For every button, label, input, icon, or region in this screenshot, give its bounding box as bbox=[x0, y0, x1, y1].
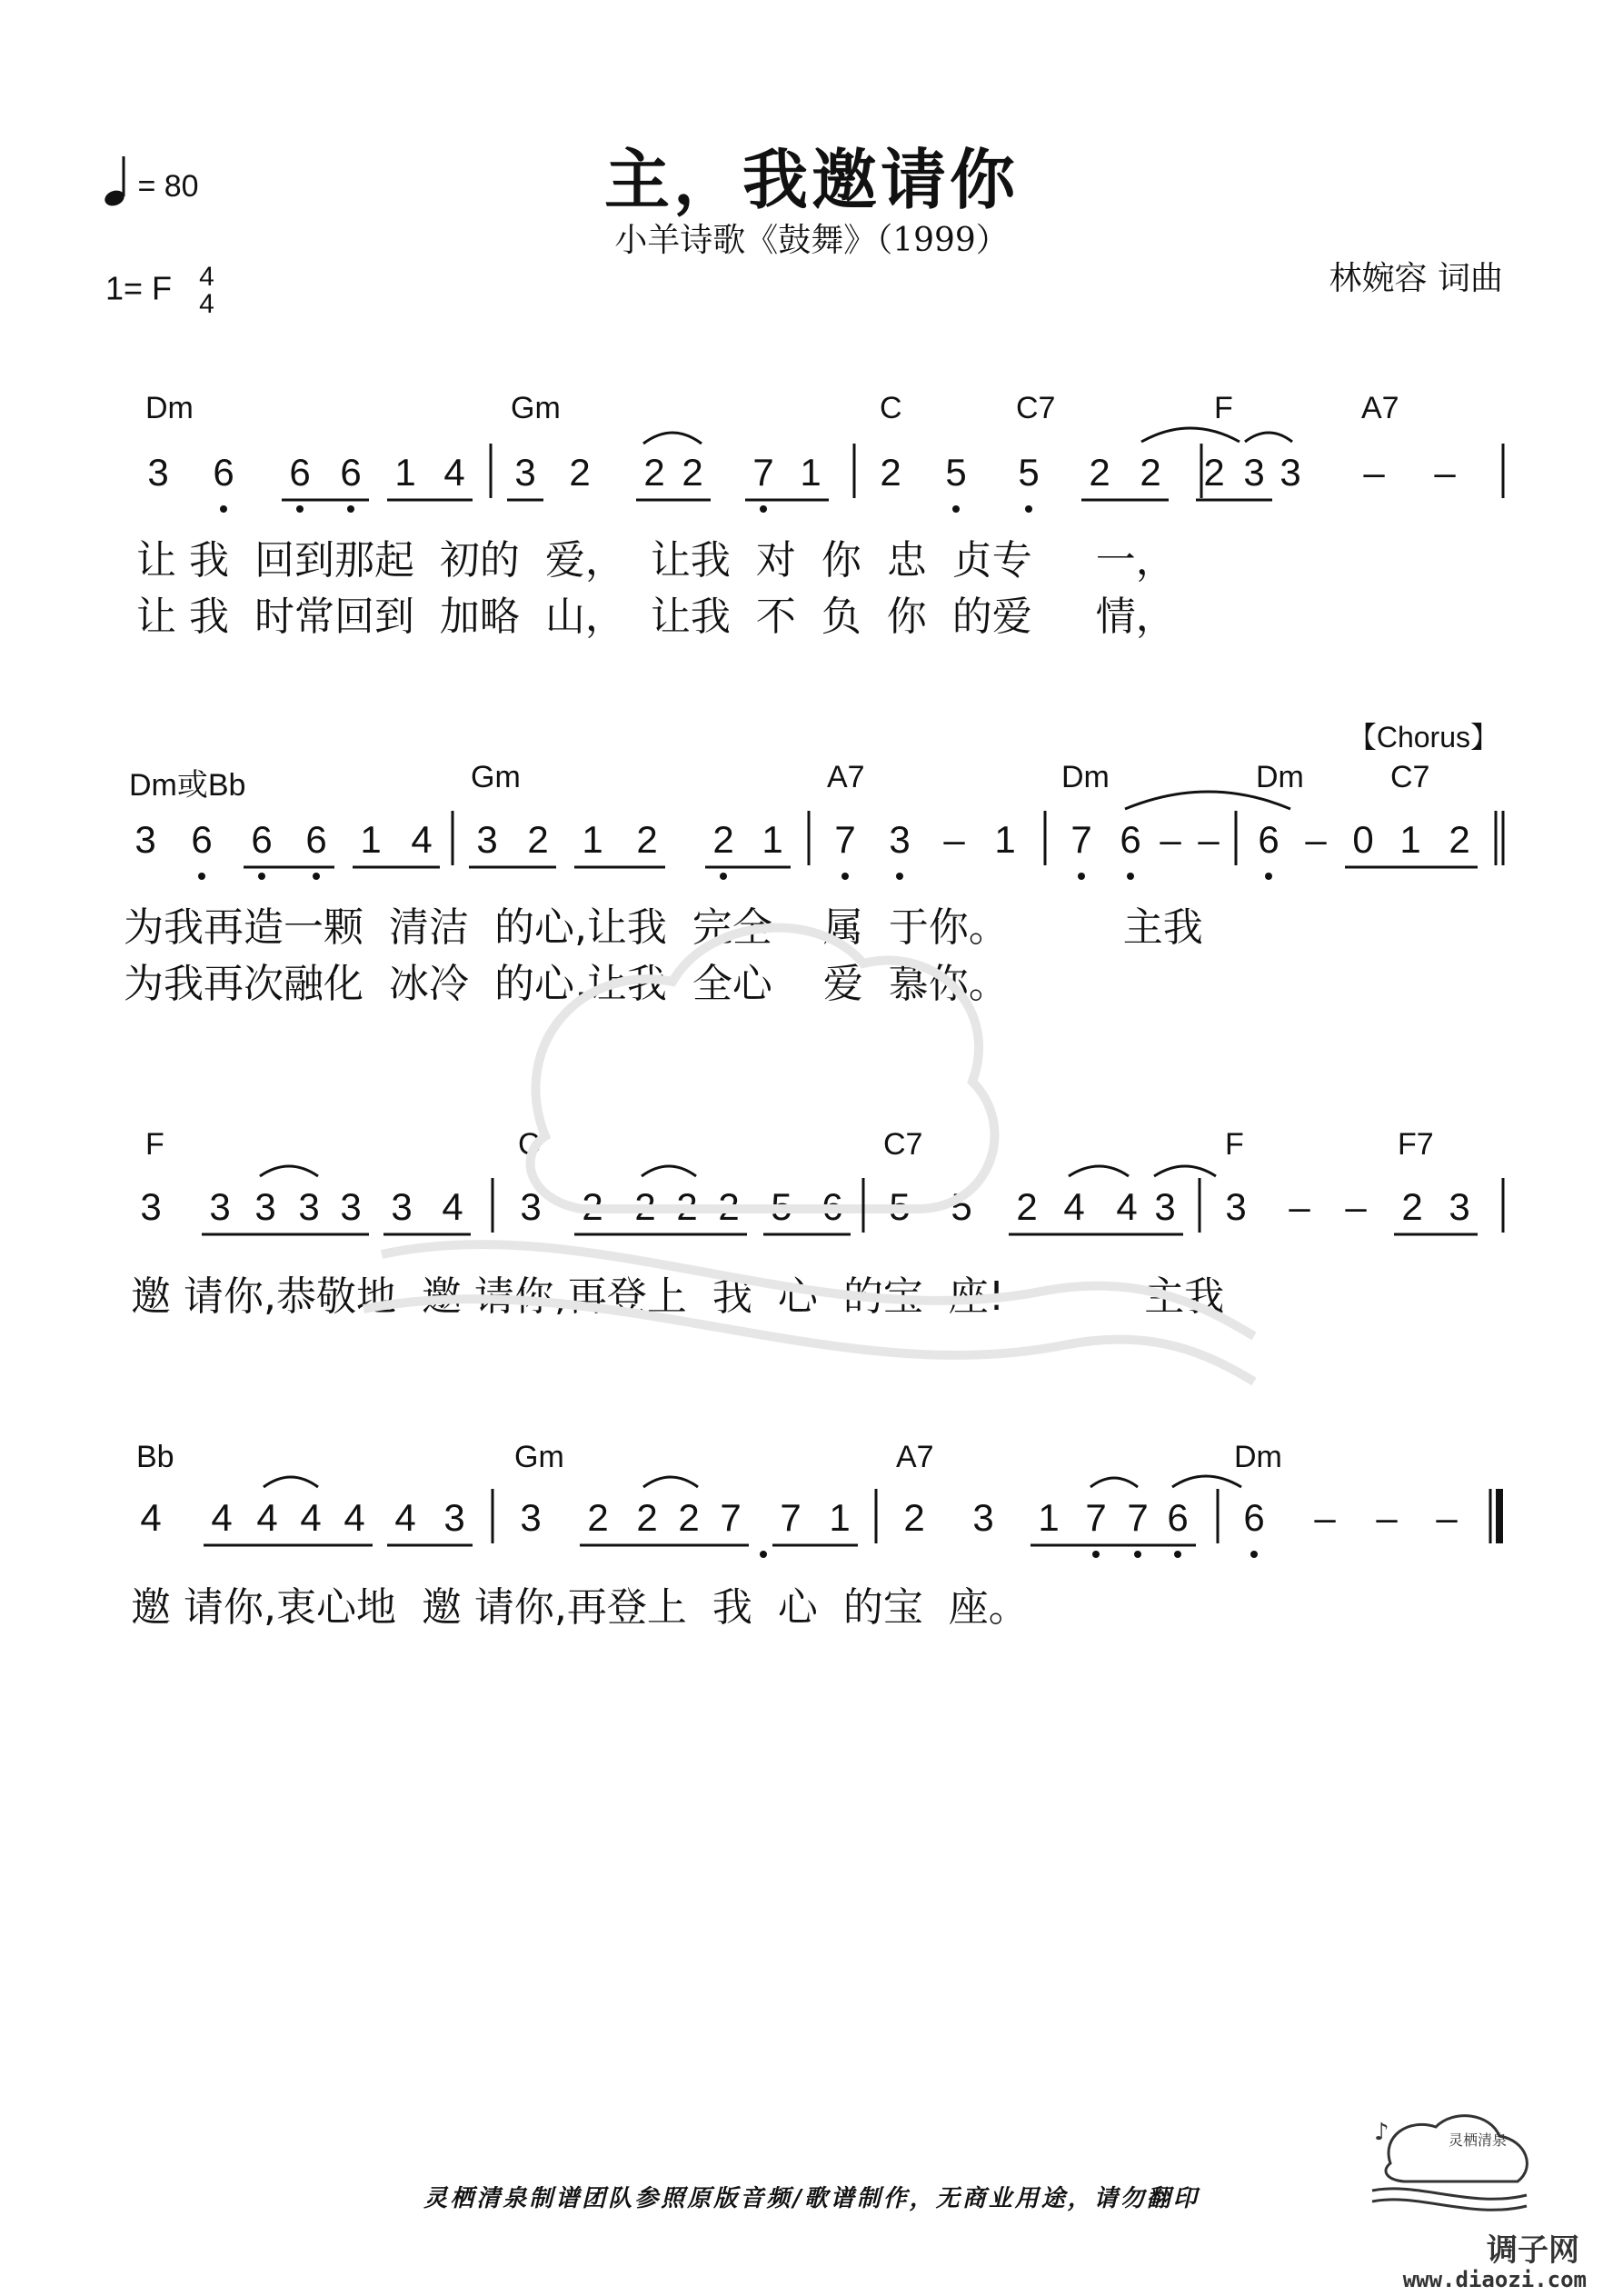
note: 3 bbox=[520, 1496, 542, 1539]
note: 3 bbox=[298, 1185, 320, 1228]
chord: A7 bbox=[896, 1440, 934, 1474]
lyric-line: 让 我 回到那起 初的 爱， 让我 对 你 忠 贞专 一， bbox=[136, 537, 1176, 584]
time-bottom: 4 bbox=[199, 289, 214, 319]
note: – bbox=[1436, 1496, 1458, 1539]
note: – bbox=[1434, 451, 1456, 494]
tempo-value: = 80 bbox=[137, 169, 199, 204]
chord: Gm bbox=[514, 1440, 564, 1474]
chord: C bbox=[880, 391, 902, 425]
note: 1 bbox=[800, 451, 821, 494]
note: 2 bbox=[636, 1496, 658, 1539]
note: 1 bbox=[762, 818, 783, 861]
note: 5 bbox=[945, 451, 967, 494]
note: 2 bbox=[1140, 451, 1161, 494]
note: 4 bbox=[394, 1496, 416, 1539]
song-title: 主，我邀请你 bbox=[603, 142, 1019, 218]
note: 5 bbox=[951, 1185, 972, 1228]
note: 7 bbox=[780, 1496, 802, 1539]
lyric-line: 为我再次融化 冰冷 的心,让我 全心 爱 慕你。 bbox=[124, 961, 1009, 1007]
note: 2 bbox=[582, 1185, 603, 1228]
note: 6 bbox=[213, 451, 234, 494]
note: 3 bbox=[140, 1185, 162, 1228]
chord: A7 bbox=[827, 760, 865, 794]
note: 3 bbox=[443, 1496, 465, 1539]
note: 7 bbox=[1085, 1496, 1107, 1539]
sheep-watermark-icon bbox=[363, 928, 1254, 1382]
note: 4 bbox=[300, 1496, 322, 1539]
note: 1 bbox=[360, 818, 382, 861]
chord: F bbox=[1225, 1127, 1244, 1162]
note: 4 bbox=[411, 818, 433, 861]
chorus-label: 【Chorus】 bbox=[1347, 721, 1499, 754]
note: 1 bbox=[994, 818, 1016, 861]
note: 1 bbox=[582, 818, 603, 861]
site-url[interactable]: www.diaozi.com bbox=[1402, 2267, 1587, 2292]
chord: F bbox=[145, 1127, 164, 1162]
note: 3 bbox=[1243, 451, 1265, 494]
note: 2 bbox=[1016, 1185, 1038, 1228]
chord: Dm或Bb bbox=[129, 768, 246, 803]
note: 6 bbox=[1120, 818, 1141, 861]
note: 1 bbox=[1038, 1496, 1060, 1539]
note: 5 bbox=[1018, 451, 1040, 494]
note: 0 bbox=[1352, 818, 1374, 861]
note: 2 bbox=[643, 451, 665, 494]
note: 6 bbox=[305, 818, 327, 861]
note: 6 bbox=[1258, 818, 1279, 861]
note: 7 bbox=[1070, 818, 1092, 861]
note: 4 bbox=[1063, 1185, 1085, 1228]
note: 7 bbox=[1127, 1496, 1149, 1539]
note: 3 bbox=[134, 818, 156, 861]
note: 2 bbox=[636, 818, 658, 861]
note: 2 bbox=[1401, 1185, 1423, 1228]
chord: Dm bbox=[1256, 760, 1304, 794]
note: – bbox=[1363, 451, 1385, 494]
note: 3 bbox=[520, 1185, 542, 1228]
note: – bbox=[1160, 818, 1181, 861]
chord: F bbox=[1214, 391, 1233, 425]
note: – bbox=[1198, 818, 1220, 861]
note: 3 bbox=[147, 451, 169, 494]
note: 3 bbox=[340, 1185, 362, 1228]
lyric-line: 邀 请你,衷心地 邀 请你,再登上 我 心 的宝 座。 bbox=[131, 1584, 1029, 1631]
chord: C7 bbox=[1016, 391, 1056, 425]
note: 2 bbox=[569, 451, 591, 494]
note: 2 bbox=[634, 1185, 656, 1228]
note: 3 bbox=[391, 1185, 413, 1228]
note: 4 bbox=[1116, 1185, 1138, 1228]
lyric-line: 为我再造一颗 清洁 的心,让我 完全 属 于你。 主我 bbox=[124, 904, 1203, 951]
note: – bbox=[1289, 1185, 1310, 1228]
note: – bbox=[943, 818, 965, 861]
note: 2 bbox=[587, 1496, 609, 1539]
note: 3 bbox=[1449, 1185, 1470, 1228]
note: 4 bbox=[344, 1496, 365, 1539]
note: 6 bbox=[289, 451, 311, 494]
note: 2 bbox=[682, 451, 703, 494]
note: 2 bbox=[903, 1496, 925, 1539]
time-top: 4 bbox=[199, 262, 214, 292]
key-label: 1= F bbox=[105, 269, 173, 307]
note: 2 bbox=[676, 1185, 698, 1228]
note: 1 bbox=[829, 1496, 851, 1539]
chord: C7 bbox=[883, 1127, 923, 1162]
chord: C7 bbox=[1390, 760, 1430, 794]
chord: F7 bbox=[1398, 1127, 1434, 1162]
note: 2 bbox=[880, 451, 901, 494]
note: 7 bbox=[752, 451, 774, 494]
note: 2 bbox=[1089, 451, 1110, 494]
note: 3 bbox=[514, 451, 536, 494]
lyric-line: 让 我 时常回到 加略 山， 让我 不 负 你 的爱 情， bbox=[136, 594, 1176, 640]
note: 4 bbox=[442, 1185, 463, 1228]
chord: Dm bbox=[145, 391, 194, 425]
note: – bbox=[1345, 1185, 1367, 1228]
note: 4 bbox=[443, 451, 465, 494]
note: 4 bbox=[140, 1496, 162, 1539]
note: 6 bbox=[251, 818, 273, 861]
note: 6 bbox=[1167, 1496, 1189, 1539]
note: 1 bbox=[1399, 818, 1421, 861]
note: 4 bbox=[211, 1496, 233, 1539]
footer-credit: 灵栖清泉制谱团队参照原版音频/歌谱制作，无商业用途，请勿翻印 bbox=[423, 2185, 1200, 2212]
note: 1 bbox=[394, 451, 416, 494]
note: – bbox=[1305, 818, 1327, 861]
chord: A7 bbox=[1361, 391, 1399, 425]
note: – bbox=[1376, 1496, 1398, 1539]
note: 6 bbox=[340, 451, 362, 494]
note: 7 bbox=[720, 1496, 742, 1539]
chord: Bb bbox=[136, 1440, 174, 1474]
note: 6 bbox=[191, 818, 213, 861]
site-name[interactable]: 调子网 bbox=[1487, 2232, 1579, 2269]
note: – bbox=[1314, 1496, 1336, 1539]
note: 3 bbox=[1154, 1185, 1176, 1228]
note: 2 bbox=[1449, 818, 1470, 861]
note: 2 bbox=[718, 1185, 740, 1228]
note: 3 bbox=[1279, 451, 1301, 494]
note: 3 bbox=[1225, 1185, 1247, 1228]
chord: Gm bbox=[471, 760, 521, 794]
note: 3 bbox=[889, 818, 911, 861]
logo-text: 灵栖清泉 bbox=[1449, 2131, 1508, 2149]
note: 6 bbox=[821, 1185, 843, 1228]
note: 5 bbox=[889, 1185, 911, 1228]
note: 3 bbox=[254, 1185, 276, 1228]
chord: Gm bbox=[511, 391, 561, 425]
composer-credit: 林婉容 词曲 bbox=[1329, 260, 1503, 297]
note: 2 bbox=[712, 818, 734, 861]
note: 2 bbox=[1203, 451, 1225, 494]
note: 2 bbox=[527, 818, 549, 861]
music-note-icon: ♪ bbox=[1374, 2119, 1389, 2146]
note: 2 bbox=[678, 1496, 700, 1539]
note: 3 bbox=[972, 1496, 994, 1539]
note: 7 bbox=[834, 818, 856, 861]
note: 4 bbox=[256, 1496, 278, 1539]
chord: C bbox=[518, 1127, 541, 1162]
note: 3 bbox=[476, 818, 498, 861]
song-subtitle: 小羊诗歌《鼓舞》（1999） bbox=[614, 222, 1009, 259]
chord: Dm bbox=[1061, 760, 1110, 794]
note: 6 bbox=[1243, 1496, 1265, 1539]
note: 3 bbox=[209, 1185, 231, 1228]
lyric-line: 邀 请你,恭敬地 邀 请你,再登上 我 心 的宝 座! 主我 bbox=[131, 1273, 1225, 1320]
chord: Dm bbox=[1234, 1440, 1282, 1474]
note: 5 bbox=[771, 1185, 792, 1228]
